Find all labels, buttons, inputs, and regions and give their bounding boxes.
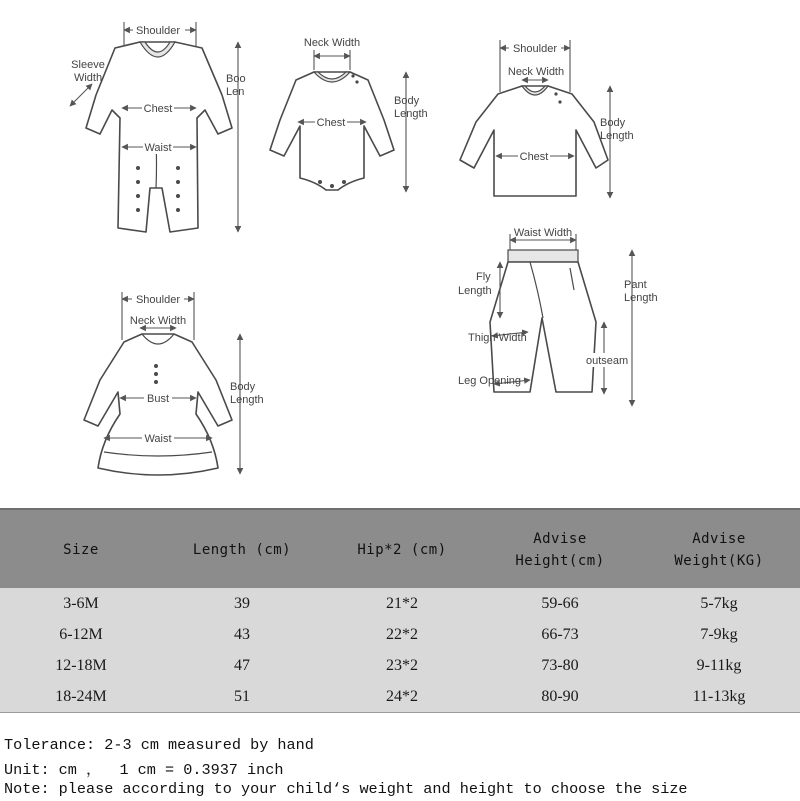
- romper-body-label-2: Len: [226, 86, 245, 98]
- header-weight-line1: Advise: [692, 531, 746, 547]
- table-cell: 5-7kg: [700, 595, 738, 612]
- top-body-label-2: Length: [600, 130, 634, 142]
- romper-illustration: [70, 22, 246, 232]
- pants-thigh-label: Thigh Width: [468, 332, 527, 344]
- pants-leg-opening-label: Leg Opening: [458, 375, 521, 387]
- top-illustration: [460, 40, 634, 198]
- dress-body-label-2: Length: [230, 394, 264, 406]
- table-cell: 51: [234, 688, 250, 705]
- pants-fly-label-2: Length: [458, 285, 492, 297]
- bodysuit-neck-label: Neck Width: [303, 37, 361, 49]
- table-cell: 18-24M: [55, 688, 107, 705]
- table-cell: 47: [234, 657, 250, 674]
- pants-outseam-label: outseam: [586, 355, 629, 367]
- bodysuit-chest-label: Chest: [316, 117, 346, 129]
- bodysuit-illustration: [270, 37, 428, 192]
- header-height: [482, 510, 638, 590]
- table-cell: 24*2: [386, 688, 418, 705]
- top-neck-label: Neck Width: [507, 66, 565, 78]
- pants-length-label-2: Length: [624, 292, 658, 304]
- header-hip: [322, 510, 482, 590]
- dress-neck-label: Neck Width: [129, 315, 187, 327]
- table-cell: 73-80: [541, 657, 579, 674]
- top-shoulder-label: Shoulder: [512, 43, 558, 55]
- header-weight: [638, 510, 800, 590]
- table-cell: 12-18M: [55, 657, 107, 674]
- size-table: [0, 508, 800, 712]
- dress-body-label-1: Body: [230, 381, 256, 393]
- table-cell: 22*2: [386, 626, 418, 643]
- pants-illustration: [458, 227, 658, 406]
- pants-fly-label-1: Fly: [476, 271, 491, 283]
- unit-note: Unit: cm ， 1 cm = 0.3937 inch: [4, 761, 284, 779]
- header-height-line2: Height(cm): [515, 553, 605, 569]
- top-body-label-1: Body: [600, 117, 626, 129]
- table-cell: 66-73: [541, 626, 579, 643]
- bodysuit-body-label-1: Body: [394, 95, 420, 107]
- romper-waist-label: Waist: [144, 142, 172, 154]
- table-cell: 43: [234, 626, 250, 643]
- dress-shoulder-label: Shoulder: [135, 294, 181, 306]
- dress-waist-label: Waist: [144, 433, 172, 445]
- header-length: [162, 510, 322, 590]
- header-hip-text: Hip*2 (cm): [357, 542, 447, 558]
- romper-sleeve-label-1: Sleeve: [71, 59, 105, 71]
- dress-illustration: [84, 292, 264, 475]
- dress-bust-label: Bust: [146, 393, 170, 405]
- table-cell: 59-66: [541, 595, 579, 612]
- tolerance-note: Tolerance: 2-3 cm measured by hand: [4, 736, 314, 754]
- table-cell: 21*2: [386, 595, 418, 612]
- top-chest-label: Chest: [519, 151, 549, 163]
- choose-size-note: Note: please according to your child‘s weight and height to choose the size: [4, 780, 688, 798]
- header-weight-line2: Weight(KG): [674, 553, 764, 569]
- header-size: [0, 510, 162, 590]
- romper-shoulder-label: Shoulder: [135, 25, 181, 37]
- header-size-text: Size: [63, 542, 99, 558]
- header-length-text: Length (cm): [192, 542, 292, 558]
- pants-length-label-1: Pant: [624, 279, 647, 291]
- bodysuit-body-label-2: Length: [394, 108, 428, 120]
- romper-chest-label: Chest: [143, 103, 173, 115]
- table-cell: 3-6M: [63, 595, 99, 612]
- table-header: [0, 508, 800, 588]
- size-notes: [0, 712, 800, 801]
- table-cell: 11-13kg: [692, 688, 746, 705]
- romper-body-label-1: Boo: [226, 73, 246, 85]
- table-cell: 7-9kg: [700, 626, 738, 643]
- table-body: [0, 588, 800, 712]
- table-cell: 6-12M: [59, 626, 103, 643]
- table-cell: 23*2: [386, 657, 418, 674]
- pants-waist-label: Waist Width: [513, 227, 573, 239]
- romper-sleeve-label-2: Width: [73, 72, 103, 84]
- table-cell: 9-11kg: [696, 657, 742, 674]
- table-cell: 39: [234, 595, 250, 612]
- table-cell: 80-90: [541, 688, 579, 705]
- header-height-line1: Advise: [533, 531, 587, 547]
